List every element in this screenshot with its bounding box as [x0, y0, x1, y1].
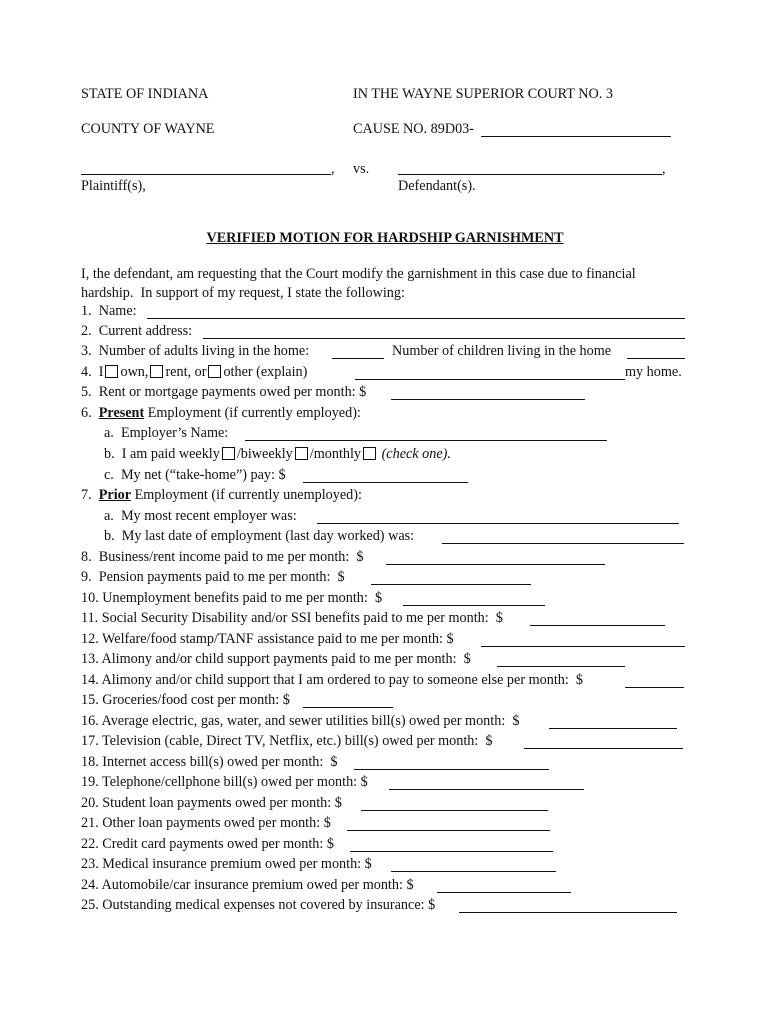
- document-title: VERIFIED MOTION FOR HARDSHIP GARNISHMENT: [206, 230, 564, 246]
- telephone-field[interactable]: [389, 789, 584, 790]
- item-9-label: 9. Pension payments paid to me per month: $: [81, 569, 345, 585]
- prior-label: Prior: [98, 487, 132, 503]
- business-income-field[interactable]: [386, 564, 605, 565]
- versus-label: vs.: [353, 161, 370, 177]
- item-6-heading: [81, 405, 361, 422]
- item-11-label: 11. Social Security Disability and/or SSI benefits paid to me per month: $: [81, 610, 503, 626]
- item-7a-label: a. My most recent employer was:: [104, 508, 297, 524]
- children-count-field[interactable]: [627, 358, 685, 359]
- employer-name-field[interactable]: [245, 440, 607, 441]
- ssi-field[interactable]: [530, 625, 665, 626]
- item-3-adults-label: 3. Number of adults living in the home:: [81, 343, 310, 359]
- item-10-label: 10. Unemployment benefits paid to me per month: $: [81, 590, 383, 606]
- item-19-label: 19. Telephone/cellphone bill(s) owed per month: $: [81, 774, 368, 790]
- state-label: STATE OF INDIANA: [81, 86, 209, 102]
- groceries-field[interactable]: [303, 707, 393, 708]
- biweekly-checkbox[interactable]: [295, 447, 308, 460]
- item-5-label: 5. Rent or mortgage payments owed per month: $: [81, 384, 367, 400]
- utilities-field[interactable]: [549, 728, 677, 729]
- weekly-checkbox[interactable]: [222, 447, 235, 460]
- item-7-number: 7.: [81, 487, 92, 503]
- plaintiff-name-field[interactable]: [81, 174, 331, 175]
- plaintiff-label: Plaintiff(s),: [81, 178, 146, 194]
- last-date-field[interactable]: [442, 543, 684, 544]
- item-6c-label: c. My net (“take-home”) pay: $: [104, 467, 286, 483]
- item-14-label: 14. Alimony and/or child support that I am ordered to pay to someone else per month: $: [81, 672, 583, 688]
- item-6b-line: [104, 446, 451, 463]
- item-7-rest: Employment (if currently unemployed):: [131, 487, 362, 503]
- item-1-label: 1. Name:: [81, 303, 137, 319]
- item-18-label: 18. Internet access bill(s) owed per month: $: [81, 754, 338, 770]
- unemployment-field[interactable]: [403, 605, 545, 606]
- television-field[interactable]: [524, 748, 683, 749]
- rent-label: rent, or: [165, 364, 207, 380]
- monthly-checkbox[interactable]: [363, 447, 376, 460]
- item-8-label: 8. Business/rent income paid to me per month: $: [81, 549, 364, 565]
- item-15-label: 15. Groceries/food cost per month: $: [81, 692, 290, 708]
- net-pay-field[interactable]: [303, 482, 468, 483]
- alimony-paid-field[interactable]: [625, 687, 684, 688]
- item-4-i: I: [98, 364, 104, 380]
- item-17-label: 17. Television (cable, Direct TV, Netflix, etc.) bill(s) owed per month: $: [81, 733, 493, 749]
- alimony-received-field[interactable]: [497, 666, 625, 667]
- county-label: COUNTY OF WAYNE: [81, 121, 215, 137]
- other-loan-field[interactable]: [347, 830, 550, 831]
- item-6b-lead: b. I am paid weekly: [104, 446, 220, 462]
- cause-label: CAUSE NO. 89D03-: [353, 121, 474, 137]
- intro-line-1: I, the defendant, am requesting that the Court modify the garnishment in this case due to financial: [81, 266, 636, 282]
- item-24-label: 24. Automobile/car insurance premium owed per month: $: [81, 877, 414, 893]
- item-16-label: 16. Average electric, gas, water, and sewer utilities bill(s) owed per month: $: [81, 713, 520, 729]
- item-6-rest: Employment (if currently employed):: [144, 405, 361, 421]
- defendant-name-field[interactable]: [398, 174, 662, 175]
- item-6a-label: a. Employer’s Name:: [104, 425, 229, 441]
- other-checkbox[interactable]: [208, 365, 221, 378]
- internet-field[interactable]: [354, 769, 549, 770]
- item-4-line: [81, 364, 307, 381]
- welfare-field[interactable]: [481, 646, 685, 647]
- adults-count-field[interactable]: [332, 358, 384, 359]
- other-label: other (explain): [223, 364, 308, 380]
- biweekly-label: /biweekly: [236, 446, 293, 462]
- monthly-label: /monthly: [309, 446, 362, 462]
- intro-line-2: hardship. In support of my request, I state the following:: [81, 285, 405, 301]
- item-20-label: 20. Student loan payments owed per month: $: [81, 795, 342, 811]
- item-25-label: 25. Outstanding medical expenses not covered by insurance: $: [81, 897, 436, 913]
- item-12-label: 12. Welfare/food stamp/TANF assistance paid to me per month: $: [81, 631, 454, 647]
- item-21-label: 21. Other loan payments owed per month: $: [81, 815, 331, 831]
- auto-insurance-field[interactable]: [437, 892, 571, 893]
- student-loan-field[interactable]: [361, 810, 548, 811]
- credit-card-field[interactable]: [350, 851, 553, 852]
- item-22-label: 22. Credit card payments owed per month: $: [81, 836, 334, 852]
- item-7-heading: [81, 487, 362, 504]
- rent-checkbox[interactable]: [150, 365, 163, 378]
- pension-field[interactable]: [371, 584, 531, 585]
- rent-mortgage-field[interactable]: [391, 399, 585, 400]
- defendant-label: Defendant(s).: [398, 178, 476, 194]
- cause-number-field[interactable]: [481, 136, 671, 137]
- court-label: IN THE WAYNE SUPERIOR COURT NO. 3: [353, 86, 613, 102]
- item-4-end: my home.: [625, 364, 682, 380]
- item-6-number: 6.: [81, 405, 92, 421]
- own-label: own,: [120, 364, 149, 380]
- item-4-number: 4.: [81, 364, 92, 380]
- item-13-label: 13. Alimony and/or child support payments paid to me per month: $: [81, 651, 471, 667]
- plaintiff-comma: ,: [331, 161, 335, 177]
- recent-employer-field[interactable]: [317, 523, 679, 524]
- address-field[interactable]: [203, 338, 685, 339]
- defendant-comma: ,: [662, 161, 666, 177]
- medical-expenses-field[interactable]: [459, 912, 677, 913]
- medical-insurance-field[interactable]: [391, 871, 556, 872]
- name-field[interactable]: [147, 318, 685, 319]
- item-2-label: 2. Current address:: [81, 323, 193, 339]
- check-one-note: (check one).: [381, 446, 451, 462]
- own-checkbox[interactable]: [105, 365, 118, 378]
- present-label: Present: [98, 405, 145, 421]
- item-3-children-label: Number of children living in the home: [392, 343, 612, 359]
- item-7b-label: b. My last date of employment (last day worked) was:: [104, 528, 415, 544]
- other-explain-field[interactable]: [355, 379, 625, 380]
- item-23-label: 23. Medical insurance premium owed per month: $: [81, 856, 372, 872]
